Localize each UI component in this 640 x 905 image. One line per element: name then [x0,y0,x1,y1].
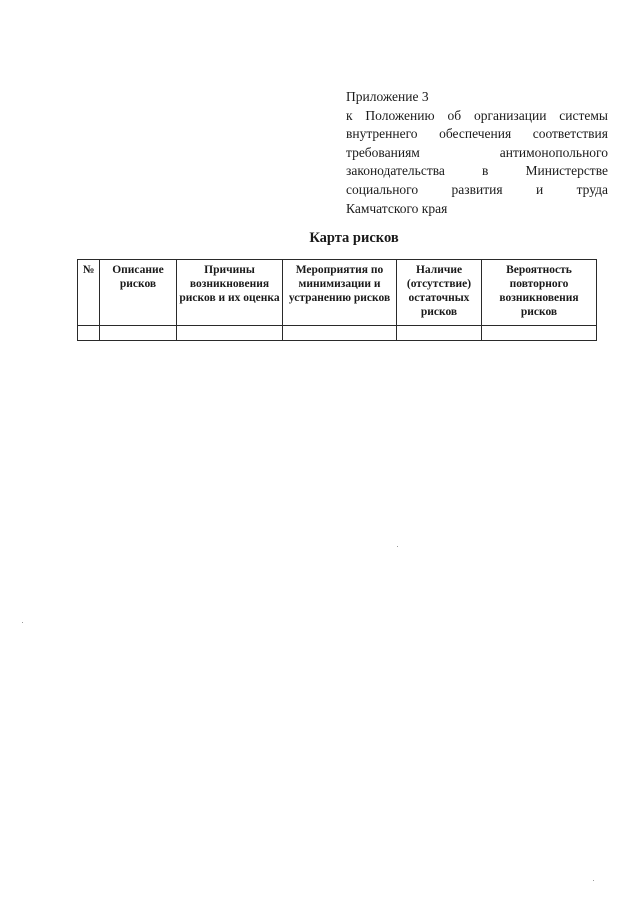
table-cell [397,326,482,341]
scan-speck [397,546,398,547]
column-header-causes: Причины возникновения рисков и их оценка [177,260,283,326]
column-header-probability: Вероятность повторного возникновения рисков [482,260,597,326]
table-cell [482,326,597,341]
risk-map-table [77,259,597,341]
column-header-number: № [78,260,100,326]
scan-speck [22,622,23,623]
appendix-block [346,88,608,218]
table-cell [283,326,397,341]
appendix-line-2: внутреннего обеспечения соответствия [346,126,608,142]
column-header-residual: Наличие (отсутствие) остаточных рисков [397,260,482,326]
appendix-line-3: требованиям антимонопольного [346,144,608,160]
appendix-heading: Приложение 3 [346,89,429,104]
table-header-row [78,260,597,326]
table-row [78,326,597,341]
column-header-description: Описание рисков [100,260,177,326]
appendix-line-1: к Положению об организации системы [346,107,608,123]
table-cell [100,326,177,341]
table-cell [78,326,100,341]
document-title: Карта рисков [309,230,399,246]
appendix-line-5: социального развития и труда [346,181,608,197]
column-header-measures: Мероприятия по минимизации и устранению рисков [283,260,397,326]
scan-speck [593,880,594,881]
appendix-line-4: законодательства в Министерстве [346,163,608,179]
appendix-line-6: Камчатского края [346,200,448,216]
table-cell [177,326,283,341]
